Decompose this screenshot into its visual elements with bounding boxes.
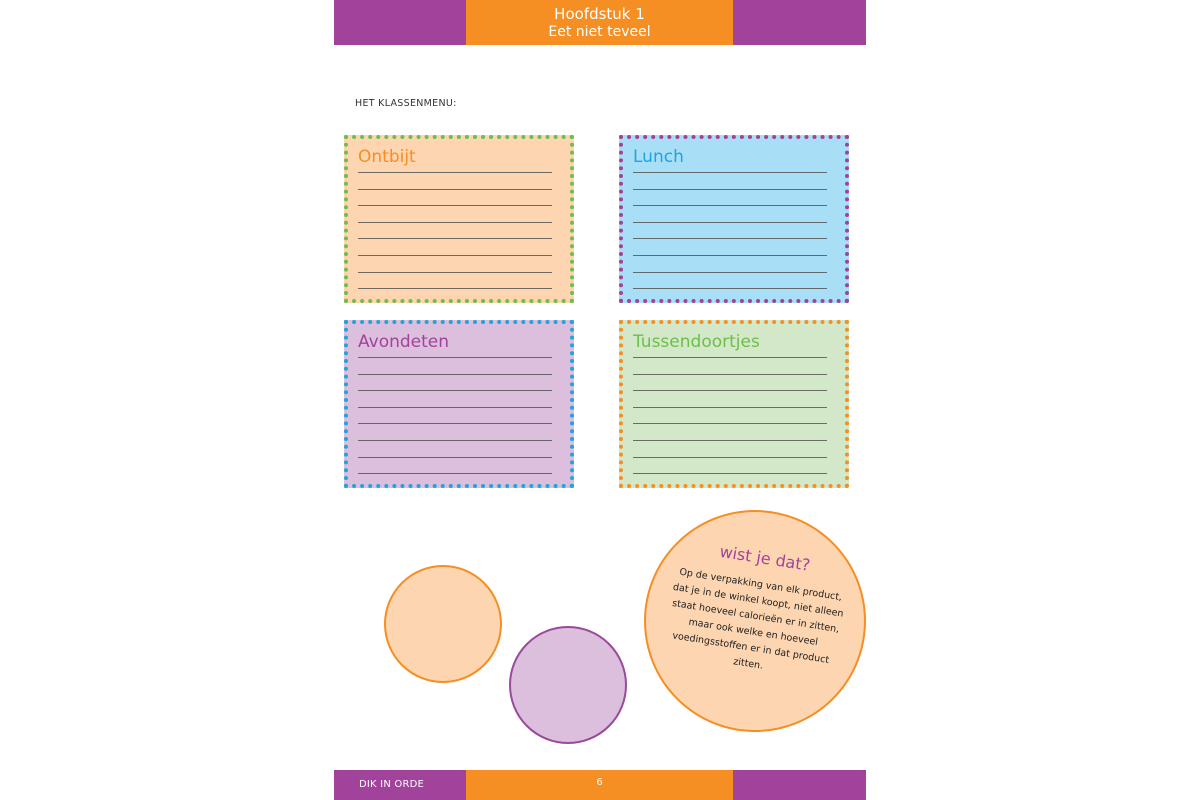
writing-line <box>633 222 827 223</box>
meal-label: Avondeten <box>358 332 450 352</box>
writing-line <box>358 357 552 358</box>
writing-line <box>358 473 552 474</box>
section-title: HET KLASSENMENU: <box>355 98 457 109</box>
meal-box-dinner[interactable] <box>344 320 574 488</box>
writing-lines <box>358 357 552 474</box>
writing-line <box>633 172 827 173</box>
writing-lines <box>633 357 827 474</box>
writing-line <box>358 272 552 273</box>
writing-line <box>633 288 827 289</box>
chapter-heading <box>466 0 733 45</box>
writing-line <box>358 189 552 190</box>
writing-line <box>358 172 552 173</box>
writing-line <box>358 222 552 223</box>
writing-line <box>358 390 552 391</box>
page-number: 6 <box>466 770 733 800</box>
writing-line <box>358 288 552 289</box>
writing-line <box>633 272 827 273</box>
page-header <box>334 0 866 45</box>
writing-line <box>633 238 827 239</box>
writing-line <box>633 390 827 391</box>
writing-line <box>358 255 552 256</box>
writing-line <box>358 374 552 375</box>
footer-label: DIK IN ORDE <box>359 779 425 790</box>
worksheet-page <box>334 0 866 800</box>
meal-label: Lunch <box>633 147 684 167</box>
meal-label: Ontbijt <box>358 147 416 167</box>
writing-line <box>633 189 827 190</box>
writing-line <box>633 423 827 424</box>
writing-line <box>633 374 827 375</box>
fact-body: Op de verpakking van elk product, dat je in de winkel koopt, niet alleen staat hoeveel calorieën er in zitten, maar ook welke en hoeveel voedingsstoffen er in dat product zitten. <box>671 566 845 672</box>
decorative-circle-orange <box>384 565 502 683</box>
writing-lines <box>633 172 827 289</box>
writing-line <box>633 473 827 474</box>
writing-lines <box>358 172 552 289</box>
meal-box-breakfast[interactable] <box>344 135 574 303</box>
chapter-subtitle: Eet niet teveel <box>548 24 651 40</box>
page-footer <box>334 770 866 800</box>
fact-circle <box>644 510 866 732</box>
meal-box-lunch[interactable] <box>619 135 849 303</box>
writing-line <box>633 407 827 408</box>
writing-line <box>358 457 552 458</box>
writing-line <box>358 440 552 441</box>
fact-title: wist je dat? <box>718 541 812 575</box>
meal-box-snacks[interactable] <box>619 320 849 488</box>
writing-line <box>633 205 827 206</box>
writing-line <box>633 457 827 458</box>
meal-label: Tussendoortjes <box>633 332 760 352</box>
writing-line <box>358 205 552 206</box>
chapter-title: Hoofdstuk 1 <box>554 5 645 23</box>
writing-line <box>358 238 552 239</box>
writing-line <box>633 440 827 441</box>
writing-line <box>633 357 827 358</box>
writing-line <box>358 423 552 424</box>
decorative-circle-purple <box>509 626 627 744</box>
writing-line <box>633 255 827 256</box>
fact-content <box>630 496 879 745</box>
writing-line <box>358 407 552 408</box>
